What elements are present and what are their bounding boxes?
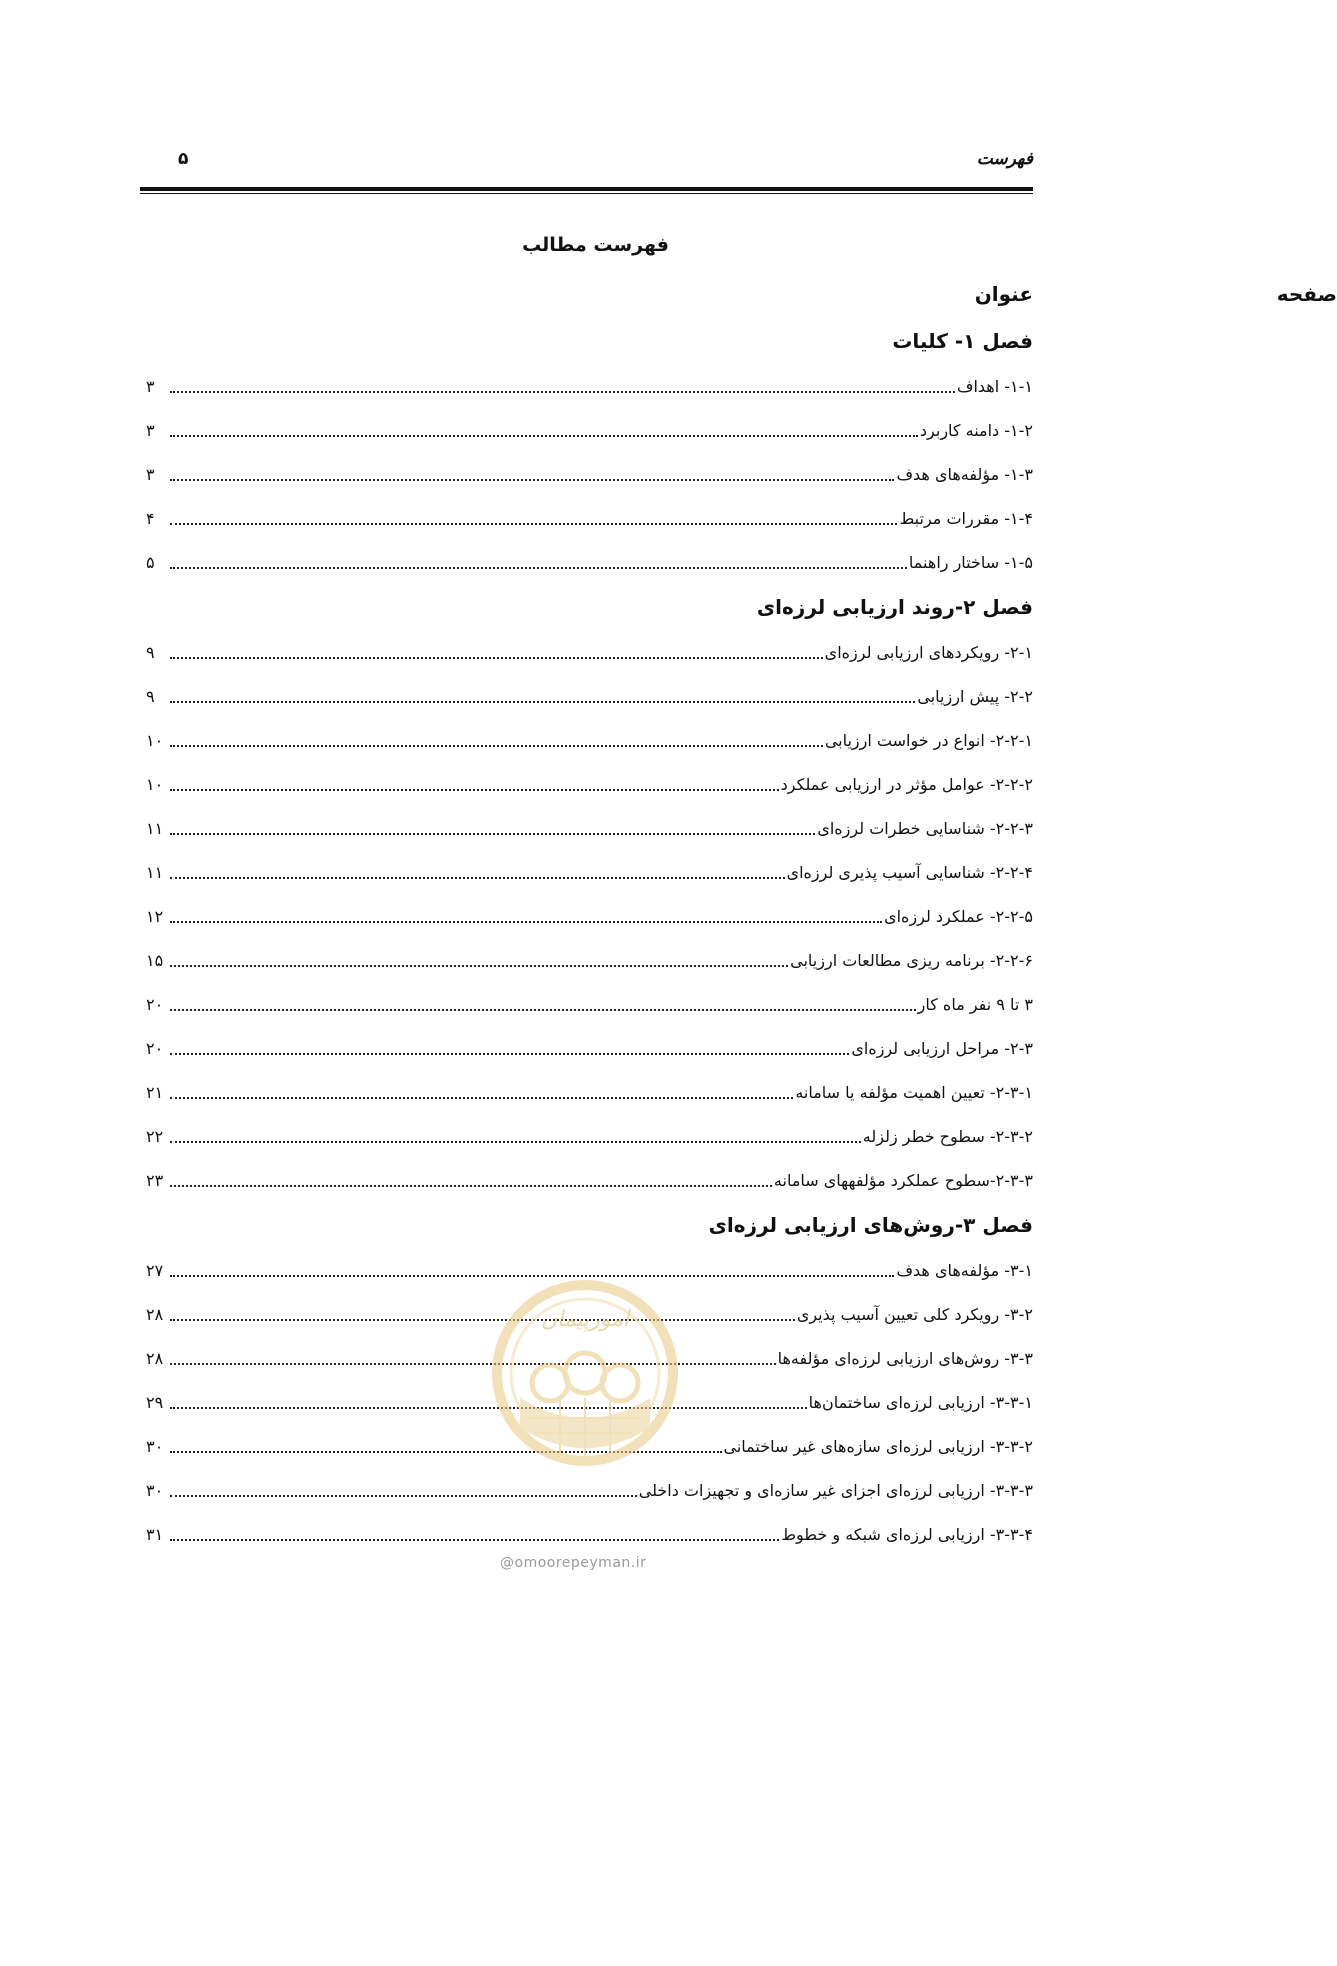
toc-entry[interactable] xyxy=(146,1114,1033,1158)
dot-leader xyxy=(170,1363,776,1365)
toc-chapter-heading[interactable] xyxy=(146,318,1033,364)
toc-entry[interactable] xyxy=(146,1512,1033,1556)
dot-leader xyxy=(170,965,788,967)
toc-column-title-header: عنوان xyxy=(974,282,1033,306)
toc-entry-label: ۲-۲-۶- برنامه ریزی مطالعات ارزیابی xyxy=(790,950,1033,970)
toc-entry[interactable] xyxy=(146,630,1033,674)
toc-chapter-title: فصل ۱- کلیات xyxy=(892,329,1033,353)
dot-leader xyxy=(170,1141,861,1143)
dot-leader xyxy=(170,1495,637,1497)
dot-leader xyxy=(170,1275,894,1277)
toc-entry-page: ۲۷ xyxy=(146,1260,164,1280)
dot-leader xyxy=(170,1009,916,1011)
header-rule-thin xyxy=(140,193,1033,194)
toc-entry[interactable] xyxy=(146,1158,1033,1202)
toc-entry-label: ۳-۳-۱- ارزیابی لرزه‌ای ساختمان‌ها xyxy=(808,1392,1033,1412)
toc-entry-page: ۲۱ xyxy=(146,1082,164,1102)
toc-entry-page: ۱۰ xyxy=(146,730,164,750)
dot-leader xyxy=(170,1539,779,1541)
toc-entry-page: ۳ xyxy=(146,420,155,440)
toc-entry-label: ۲-۲-۵- عملکرد لرزه‌ای xyxy=(884,906,1033,926)
toc-entry[interactable] xyxy=(146,938,1033,982)
dot-leader xyxy=(170,789,779,791)
toc-entry-page: ۳۰ xyxy=(146,1480,164,1500)
toc-entry-label: ۱-۴- مقررات مرتبط xyxy=(899,508,1033,528)
toc-entry-label: ۱-۲- دامنه کاربرد xyxy=(919,420,1033,440)
toc-entry-label: ۱-۳- مؤلفه‌های هدف xyxy=(896,464,1033,484)
toc-entry-label: ۳-۳- روش‌های ارزیابی لرزه‌ای مؤلفه‌ها xyxy=(777,1348,1033,1368)
toc-entry-page: ۱۱ xyxy=(146,818,164,838)
dot-leader xyxy=(170,1319,795,1321)
toc-entry-page: ۲۸ xyxy=(146,1348,164,1368)
dot-leader xyxy=(170,523,897,525)
toc-entry-label: ۳-۳-۲- ارزیابی لرزه‌ای سازه‌های غیر ساختمانی xyxy=(723,1436,1033,1456)
toc-title: فهرست مطالب xyxy=(522,234,669,256)
toc-chapter-heading[interactable] xyxy=(146,584,1033,630)
toc-entry-page: ۳۱ xyxy=(146,1524,164,1544)
watermark-url: @omoorepeyman.ir xyxy=(500,1555,647,1571)
toc-entry[interactable] xyxy=(146,718,1033,762)
header-rule-thick xyxy=(140,187,1033,191)
dot-leader xyxy=(170,479,894,481)
toc-entry-label: ۲-۲- پیش ارزیابی xyxy=(917,686,1033,706)
toc-entry-page: ۲۰ xyxy=(146,1038,164,1058)
toc-entry-page: ۲۲ xyxy=(146,1126,164,1146)
toc-entry[interactable] xyxy=(146,894,1033,938)
toc-entry-label: ۲-۲-۴- شناسایی آسیب پذیری لرزه‌ای xyxy=(786,862,1033,882)
toc-entry-page: ۹ xyxy=(146,686,155,706)
toc-entry[interactable] xyxy=(146,408,1033,452)
toc-entry-label: ۱-۱- اهداف xyxy=(956,376,1033,396)
toc-entry-page: ۱۵ xyxy=(146,950,164,970)
dot-leader xyxy=(170,745,823,747)
dot-leader xyxy=(170,921,882,923)
dot-leader xyxy=(170,1053,849,1055)
toc-entry-label: ۲-۲-۱- انواع در خواست ارزیابی xyxy=(824,730,1033,750)
running-title: فهرست xyxy=(976,149,1033,169)
dot-leader xyxy=(170,435,918,437)
toc-entry-page: ۳ xyxy=(146,464,155,484)
toc-entry[interactable] xyxy=(146,364,1033,408)
toc-entry-label: ۳-۲- رویکرد کلی تعیین آسیب پذیری xyxy=(796,1304,1033,1324)
toc-entry-label: ۲-۳-۳-سطوح عملکرد مؤلفههای سامانه xyxy=(773,1170,1033,1190)
page-number: ۵ xyxy=(178,149,189,169)
toc-chapter-title: فصل ۲-روند ارزیابی لرزه‌ای xyxy=(756,595,1033,619)
dot-leader xyxy=(170,657,823,659)
toc-entry-page: ۱۰ xyxy=(146,774,164,794)
toc-entry-label: ۲-۳-۱- تعیین اهمیت مؤلفه یا سامانه xyxy=(795,1082,1033,1102)
toc-entry[interactable] xyxy=(146,496,1033,540)
toc-entry[interactable] xyxy=(146,1026,1033,1070)
dot-leader xyxy=(170,1407,807,1409)
toc-entry-page: ۲۸ xyxy=(146,1304,164,1324)
watermark-logo-icon xyxy=(490,1278,680,1488)
toc-entry-label: ۲-۱- رویکردهای ارزیابی لرزه‌ای xyxy=(824,642,1033,662)
dot-leader xyxy=(170,391,955,393)
toc-chapter-title: فصل ۳-روش‌های ارزیابی لرزه‌ای xyxy=(708,1213,1033,1237)
toc-entry-label: ۳-۳-۴- ارزیابی لرزه‌ای شبکه و خطوط xyxy=(781,1524,1033,1544)
dot-leader xyxy=(170,701,915,703)
toc-entry[interactable] xyxy=(146,850,1033,894)
dot-leader xyxy=(170,877,785,879)
toc-entry[interactable] xyxy=(146,540,1033,584)
toc-entry[interactable] xyxy=(146,674,1033,718)
toc-entry-label: ۲-۳-۲- سطوح خطر زلزله xyxy=(862,1126,1033,1146)
dot-leader xyxy=(170,1097,793,1099)
toc-entry-page: ۲۳ xyxy=(146,1170,164,1190)
toc-entry[interactable] xyxy=(146,762,1033,806)
toc-entry-page: ۱۲ xyxy=(146,906,164,926)
toc-entry[interactable] xyxy=(146,1070,1033,1114)
toc-chapter-heading[interactable] xyxy=(146,1202,1033,1248)
dot-leader xyxy=(170,833,815,835)
toc-entry-label: ۳-۳-۳- ارزیابی لرزه‌ای اجزای غیر سازه‌ای و تجهیزات داخلی xyxy=(638,1480,1033,1500)
toc-entry-page: ۱۱ xyxy=(146,862,164,882)
toc-entry[interactable] xyxy=(146,452,1033,496)
toc-entry-label: ۱-۵- ساختار راهنما xyxy=(908,552,1033,572)
dot-leader xyxy=(170,567,907,569)
toc-entry-page: ۳۰ xyxy=(146,1436,164,1456)
dot-leader xyxy=(170,1185,772,1187)
toc-entry-page: ۵ xyxy=(146,552,155,572)
toc-column-page-header: صفحه xyxy=(1276,282,1337,306)
toc-entry[interactable] xyxy=(146,806,1033,850)
toc-entry-page: ۲۹ xyxy=(146,1392,164,1412)
toc-entry-label: ۲-۲-۲- عوامل مؤثر در ارزیابی عملکرد xyxy=(780,774,1033,794)
page-header xyxy=(140,145,1033,175)
toc-entry-label: ۳ تا ۹ نفر ماه کار xyxy=(917,994,1033,1014)
toc-entry-page: ۳ xyxy=(146,376,155,396)
toc-entry[interactable] xyxy=(146,982,1033,1026)
watermark-logo-text: امورپیمان xyxy=(540,1307,630,1332)
toc-entry-label: ۲-۳- مراحل ارزیابی لرزه‌ای xyxy=(851,1038,1033,1058)
toc-entry-page: ۴ xyxy=(146,508,155,528)
toc-entry-label: ۳-۱- مؤلفه‌های هدف xyxy=(896,1260,1033,1280)
toc-entry-page: ۲۰ xyxy=(146,994,164,1014)
toc-entry-page: ۹ xyxy=(146,642,155,662)
toc-entry-label: ۲-۲-۳- شناسایی خطرات لرزه‌ای xyxy=(817,818,1033,838)
